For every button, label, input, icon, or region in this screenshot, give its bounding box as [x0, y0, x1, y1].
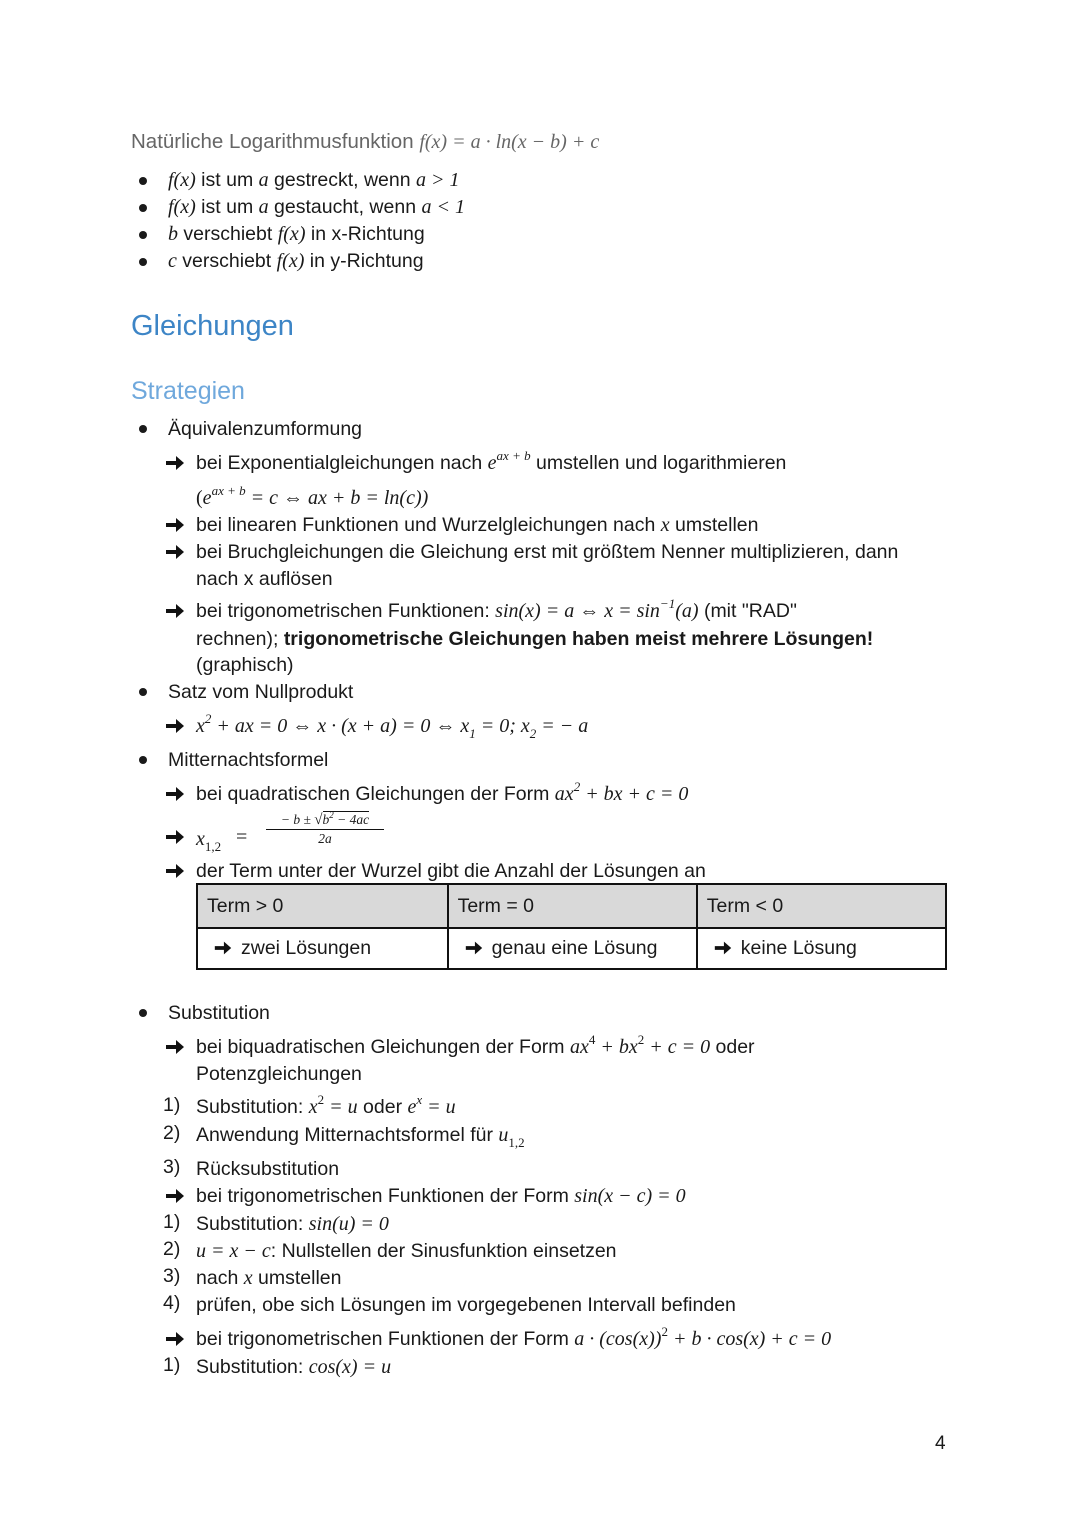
- solutions-table: [196, 883, 947, 970]
- arrow-right-icon: [164, 452, 186, 474]
- table-header-row: [197, 884, 946, 928]
- subst-title: Substitution: [168, 1002, 270, 1024]
- equiv-bruch-line-1: bei Bruchgleichungen die Gleichung erst mit größtem Nenner multiplizieren, dann: [196, 541, 899, 563]
- subst-step-2: Anwendung Mitternachtsformel für $u_{1,2}$: [196, 1124, 525, 1150]
- table-header-cell: Term = 0: [448, 884, 697, 928]
- arrow-right-icon: [164, 541, 186, 563]
- bullet-dot: [139, 177, 147, 185]
- equiv-title: Äquivalenzumformung: [168, 418, 363, 440]
- bullet-dot: [139, 204, 147, 212]
- subst-trig-line: bei trigonometrischen Funktionen der Form sin(x − c) = 0: [196, 1185, 686, 1207]
- intro-bullet-1: f(x) ist um a gestreckt, wenn a > 1: [168, 169, 460, 191]
- nullprodukt-formula: $x^2$ + ax = 0 ⇔ x · (x + a) = 0 ⇔ $x_1 = 0$; $x_2$ = − a: [196, 711, 589, 741]
- subst-cos-line: bei trigonometrischen Funktionen der Form $a \cdot (\cos(x))^2 + b \cdot \cos(x) + c = 0$: [196, 1324, 832, 1350]
- table-header-cell: Term > 0: [197, 884, 448, 928]
- mitternacht-equals: =: [236, 826, 248, 848]
- arrow-right-icon: [164, 783, 186, 805]
- nullprodukt-title: Satz vom Nullprodukt: [168, 681, 354, 703]
- arrow-right-icon: [164, 1328, 186, 1350]
- page-number: 4: [935, 1433, 946, 1454]
- intro-bullet-3: b verschiebt f(x) in x-Richtung: [168, 223, 425, 245]
- fraction-bar: [266, 829, 384, 830]
- mitternacht-x12: $x_{1,2}$: [196, 828, 222, 854]
- table-cell: zwei Lösungen: [197, 928, 448, 969]
- arrow-right-icon: [164, 860, 186, 882]
- subst-trig-step-1: Substitution: sin(u) = 0: [196, 1213, 389, 1235]
- arrow-right-icon: [713, 938, 733, 958]
- step-number: 1): [163, 1211, 181, 1233]
- arrow-right-icon: [164, 715, 186, 737]
- equiv-exp-formula: ($e^{ax + b} = c$ ⇔ ax + b = ln(c)): [196, 483, 429, 509]
- bullet-dot: [139, 231, 147, 239]
- fraction-numerator: − $b \pm √b^2 - 4ac$: [280, 810, 370, 828]
- mitternacht-title: Mitternachtsformel: [168, 749, 329, 771]
- step-number: 1): [163, 1354, 181, 1376]
- equiv-bruch-line-2: nach x auflösen: [196, 568, 333, 590]
- step-number: 3): [163, 1265, 181, 1287]
- arrow-right-icon: [164, 1185, 186, 1207]
- mitternacht-fraction: [266, 812, 384, 847]
- arrow-right-icon: [164, 514, 186, 536]
- fraction-denominator: 2a: [318, 831, 332, 846]
- subst-trig-step-3: nach x umstellen: [196, 1267, 342, 1289]
- step-number: 3): [163, 1156, 181, 1178]
- mitternacht-quad-line: bei quadratischen Gleichungen der Form $ax^2$ + bx + c = 0: [196, 779, 689, 805]
- step-number: 2): [163, 1122, 181, 1144]
- bullet-dot: [139, 756, 147, 764]
- arrow-right-icon: [464, 938, 484, 958]
- subst-biq-line-2: Potenzgleichungen: [196, 1063, 362, 1085]
- equiv-trig-line-3: (graphisch): [196, 654, 294, 676]
- arrow-right-icon: [213, 938, 233, 958]
- subst-step-1: Substitution: $x^2 = u$ oder $e^x = u$: [196, 1092, 456, 1118]
- table-cell: genau eine Lösung: [448, 928, 697, 969]
- intro-title: Natürliche Logarithmusfunktion f(x) = a · ln(x − b) + c: [131, 130, 600, 153]
- step-number: 4): [163, 1292, 181, 1314]
- equiv-trig-line-2: rechnen); trigonometrische Gleichungen haben meist mehrere Lösungen!: [196, 628, 874, 650]
- table-header-cell: Term < 0: [697, 884, 946, 928]
- equiv-linear-line: bei linearen Funktionen und Wurzelgleichungen nach x umstellen: [196, 514, 759, 536]
- equiv-exp-line: bei Exponentialgleichungen nach $e^{ax + b}$ umstellen und logarithmieren: [196, 448, 787, 474]
- subst-step-3: Rücksubstitution: [196, 1158, 340, 1180]
- bullet-dot: [139, 688, 147, 696]
- bullet-dot: [139, 1009, 147, 1017]
- intro-bullet-4: c verschiebt f(x) in y-Richtung: [168, 250, 424, 272]
- bullet-dot: [139, 258, 147, 266]
- heading-gleichungen: Gleichungen: [131, 310, 294, 342]
- subst-trig-step-2: u = x − c: Nullstellen der Sinusfunktion einsetzen: [196, 1240, 617, 1262]
- subst-biq-line: bei biquadratischen Gleichungen der Form $ax^4 + bx^2 + c = 0$ oder: [196, 1032, 755, 1058]
- subst-trig-step-4: prüfen, obe sich Lösungen im vorgegebenen Intervall befinden: [196, 1294, 736, 1316]
- heading-strategien: Strategien: [131, 377, 245, 405]
- step-number: 2): [163, 1238, 181, 1260]
- arrow-right-icon: [164, 1036, 186, 1058]
- arrow-right-icon: [164, 826, 186, 848]
- arrow-right-icon: [164, 600, 186, 622]
- bullet-dot: [139, 425, 147, 433]
- subst-cos-step-1: Substitution: cos(x) = u: [196, 1356, 392, 1378]
- table-row: [197, 928, 946, 969]
- step-number: 1): [163, 1094, 181, 1116]
- equiv-trig-line-1: bei trigonometrischen Funktionen: sin(x) = a ⇔ $x = \sin^{-1}(a)$ (mit "RAD": [196, 596, 797, 622]
- table-cell: keine Lösung: [697, 928, 946, 969]
- mitternacht-term-line: der Term unter der Wurzel gibt die Anzahl der Lösungen an: [196, 860, 706, 882]
- intro-bullet-2: f(x) ist um a gestaucht, wenn a < 1: [168, 196, 465, 218]
